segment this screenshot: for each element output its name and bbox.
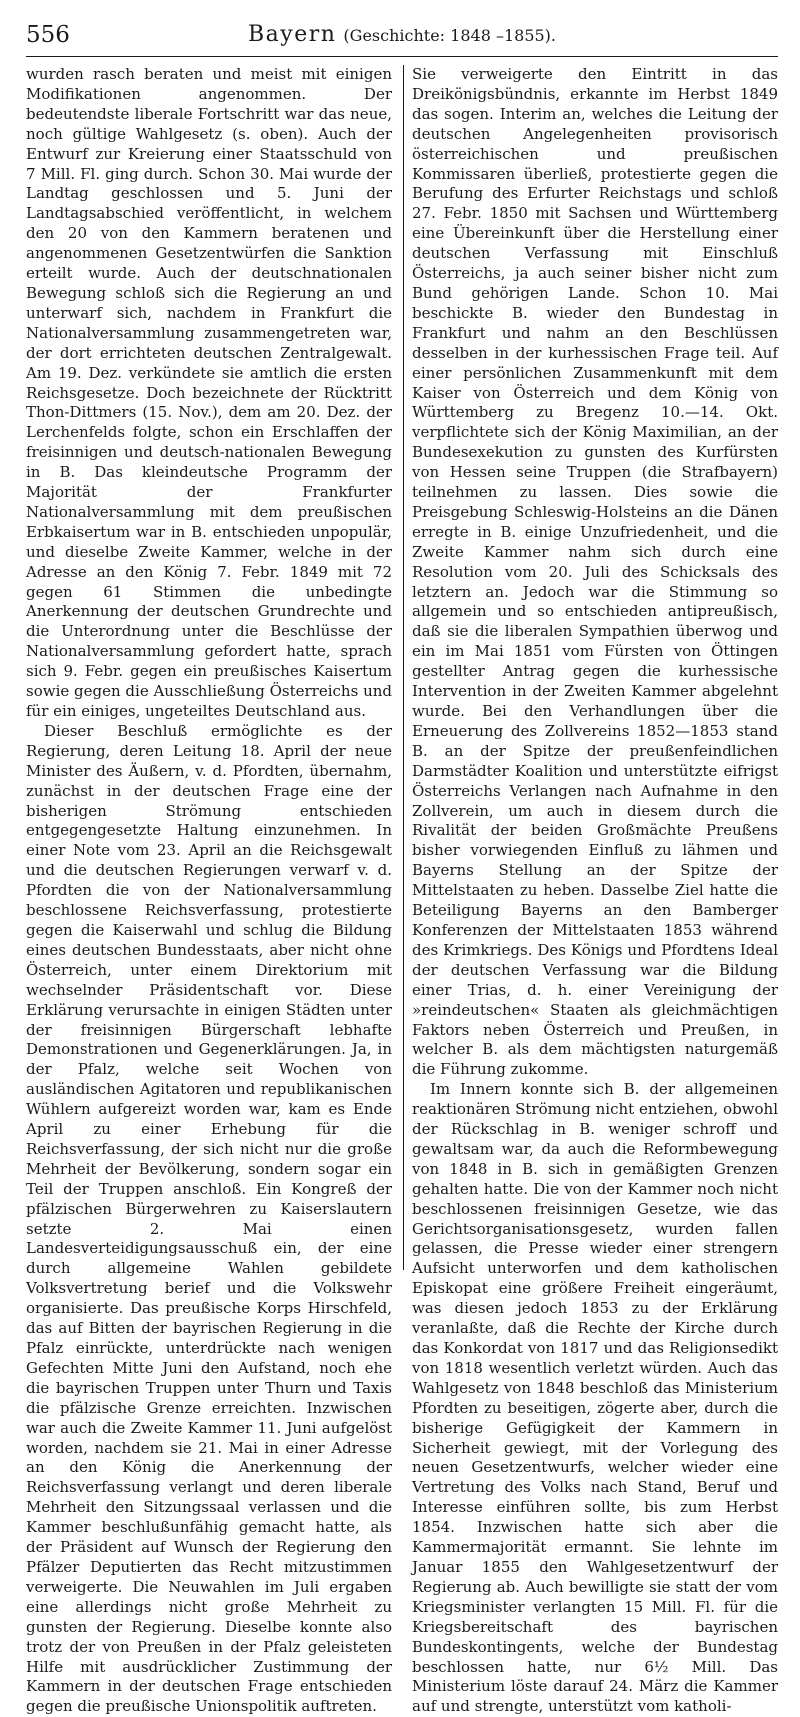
paragraph: Im Innern konnte sich B. der allgemeinen reaktionären Strömung nicht entziehen, obwohl der Rückschlag in B. weniger schroff und gewaltsam war, da auch die Reformbewegung von 1848 in B. sich in gemäßigten Grenzen gehalten hatte. Die von der Kammer noch nicht beschlossenen freisinnigen Gesetze, wie das Gerichtsorganisationsgesetz, wurden fallen gelassen, die Presse wieder einer strengern Aufsicht unterworfen und dem katholischen Episkopat eine größere Freiheit eingeräumt, was diesen jedoch 1853 zu der Erklärung veranlaßte, daß die Rechte der Kirche durch das Konkordat von 1817 und das Religionsedikt von 1818 wesentlich verletzt würden. Auch das Wahlgesetz von 1848 beschloß das Ministerium Pfordten zu beseitigen, zögerte aber, durch die bisherige Gefügigkeit der Kammern in Sicherheit gewiegt, mit der Vorlegung des neuen Gesetzentwurfs, welcher wieder eine Vertretung des Volks nach Stand, Beruf und Interesse einführen sollte, bis zum Herbst 1854. Inzwischen hatte sich aber die Kammermajorität ermannt. Sie lehnte im Januar 1855 den Wahlgesetzentwurf der Regierung ab. Auch bewilligte sie statt der vom Kriegsminister verlangten 15 Mill. Fl. für die Kriegsbereitschaft des bayrischen Bundeskontingents, welche der Bundestag beschlossen hatte, nur 6½ Mill. Das Ministerium löste darauf 24. März die Kammer auf und strengte, unterstützt vom katholi- (412, 1080, 778, 1716)
paragraph: wurden rasch beraten und meist mit einigen Modifikationen angenommen. Der bedeutendste liberale Fortschritt war das neue, noch gültige Wahlgesetz (s. oben). Auch der Entwurf zur Kreierung einer Staatsschuld von 7 Mill. Fl. ging durch. Schon 30. Mai wurde der Landtag geschlossen und 5. Juni der Landtagsabschied veröffentlicht, in welchem den 20 von den Kammern beratenen und angenommenen Gesetzentwürfen die Sanktion erteilt wurde. Auch der deutschnationalen Bewegung schloß sich die Regierung an und unterwarf sich, nachdem in Frankfurt die Nationalversammlung zusammengetreten war, der dort errichteten deutschen Zentralgewalt. Am 19. Dez. verkündete sie amtlich die ersten Reichsgesetze. Doch bezeichnete der Rücktritt Thon-Dittmers (15. Nov.), dem am 20. Dez. der Lerchenfelds folgte, schon ein Erschlaffen der freisinnigen und deutsch-nationalen Bewegung in B. Das kleindeutsche Programm der Majorität der Frankfurter Nationalversammlung mit dem preußischen Erbkaisertum war in B. entschieden unpopulär, und dieselbe Zweite Kammer, welche in der Adresse an den König 7. Febr. 1849 mit 72 gegen 61 Stimmen die unbedingte Anerkennung der deutschen Grundrechte und die Unterordnung unter die Beschlüsse der Nationalversammlung gefordert hatte, sprach sich 9. Febr. gegen ein preußisches Kaisertum sowie gegen die Ausschließung Österreichs und für ein einiges, ungeteiltes Deutschland aus. (26, 65, 392, 720)
text-columns (26, 65, 778, 1717)
running-head-subtitle: (Geschichte: 1848 –1855). (343, 26, 556, 45)
paragraph: Sie verweigerte den Eintritt in das Dreikönigsbündnis, erkannte im Herbst 1849 das sogen. Interim an, welches die Leitung der deutschen Angelegenheiten provisorisch österreichischen und preußischen Kommissaren überließ, protestierte gegen die Berufung des Erfurter Reichstags und schloß 27. Febr. 1850 mit Sachsen und Württemberg eine Übereinkunft über die Herstellung einer deutschen Verfassung mit Einschluß Österreichs, ja auch seiner bisher nicht zum Bund gehörigen Lande. Schon 10. Mai beschickte B. wieder den Bundestag in Frankfurt und nahm an den Beschlüssen desselben in der kurhessischen Frage teil. Auf einer persönlichen Zusammenkunft mit dem Kaiser von Österreich und dem König von Württemberg zu Bregenz 10.—14. Okt. verpflichtete sich der König Maximilian, an der Bundesexekution zu gunsten des Kurfürsten von Hessen seine Truppen (die Strafbayern) teilnehmen zu lassen. Dies sowie die Preisgebung Schleswig-Holsteins an die Dänen erregte in B. einige Unzufriedenheit, und die Zweite Kammer nahm sich durch eine Resolution vom 20. Juli des Schicksals des letztern an. Jedoch war die Stimmung so allgemein und so entschieden antipreußisch, daß sie die liberalen Sympathien überwog und ein im Mai 1851 vom Fürsten von Öttingen gestellter Antrag gegen die kurhessische Intervention in der Zweiten Kammer abgelehnt wurde. Bei den Verhandlungen über die Erneuerung des Zollvereins 1852—1853 stand B. an der Spitze der preußenfeindlichen Darmstädter Koalition und unterstützte eifrigst Österreichs Verlangen nach Aufnahme in den Zollverein, um auch in diesem durch die Rivalität der beiden Großmächte Preußens bisher vorwiegenden Einfluß zu lähmen und Bayerns Stellung an der Spitze der Mittelstaaten zu heben. Dasselbe Ziel hatte die Beteiligung Bayerns an den Bamberger Konferenzen der Mittelstaaten 1853 während des Krimkriegs. Des Königs und Pfordtens Ideal der deutschen Verfassung war die Bildung einer Trias, d. h. einer Vereinigung der »reindeutschen« Staaten als gleichmächtigen Faktors neben Österreich und Preußen, in welcher B. als dem mächtigsten naturgemäß die Führung zukomme. (412, 65, 778, 1079)
running-head-title: Bayern (248, 22, 337, 47)
page-number: 556 (26, 22, 70, 48)
right-column (412, 65, 778, 1717)
column-divider (403, 65, 404, 1270)
left-column (26, 65, 392, 1717)
page-header (26, 16, 778, 57)
paragraph: Dieser Beschluß ermöglichte es der Regierung, deren Leitung 18. April der neue Minister des Äußern, v. d. Pfordten, übernahm, zunächst in der deutschen Frage eine der bisherigen Strömung entschieden entgegengesetzte Haltung einzunehmen. In einer Note vom 23. April an die Reichsgewalt und die deutschen Regierungen verwarf v. d. Pfordten die von der Nationalversammlung beschlossene Reichsverfassung, protestierte gegen die Kaiserwahl und schlug die Bildung eines deutschen Bundesstaats, aber nicht ohne Österreich, unter einem Direktorium mit wechselnder Präsidentschaft vor. Diese Erklärung verursachte in einigen Städten unter der freisinnigen Bürgerschaft lebhafte Demonstrationen und Gegenerklärungen. Ja, in der Pfalz, welche seit Wochen von ausländischen Agitatoren und republikanischen Wühlern aufgereizt worden war, kam es Ende April zu einer Erhebung für die Reichsverfassung, der sich nicht nur die große Mehrheit der Bevölkerung, sondern sogar ein Teil der Truppen anschloß. Ein Kongreß der pfälzischen Bürgerwehren zu Kaiserslautern setzte 2. Mai einen Landesverteidigungsausschuß ein, der eine durch allgemeine Wahlen gebildete Volksvertretung berief und die Volkswehr organisierte. Das preußische Korps Hirschfeld, das auf Bitten der bayrischen Regierung in die Pfalz einrückte, unterdrückte nach wenigen Gefechten Mitte Juni den Aufstand, noch ehe die bayrischen Truppen unter Thurn und Taxis die pfälzische Grenze erreichten. Inzwischen war auch die Zweite Kammer 11. Juni aufgelöst worden, nachdem sie 21. Mai in einer Adresse an den König die Anerkennung der Reichsverfassung verlangt und deren liberale Mehrheit den Sitzungssaal verlassen und die Kammer beschlußunfähig gemacht hatte, als der Präsident auf Wunsch der Regierung den Pfälzer Deputierten das Recht mitzustimmen verweigerte. Die Neuwahlen im Juli ergaben eine allerdings nicht große Mehrheit zu gunsten der Regierung. Dieselbe konnte also trotz der von Preußen in der Pfalz geleisteten Hilfe mit ausdrücklicher Zustimmung der Kammern in der deutschen Frage entschieden gegen die preußische Unionspolitik auftreten. (26, 721, 392, 1716)
running-head (26, 22, 778, 47)
